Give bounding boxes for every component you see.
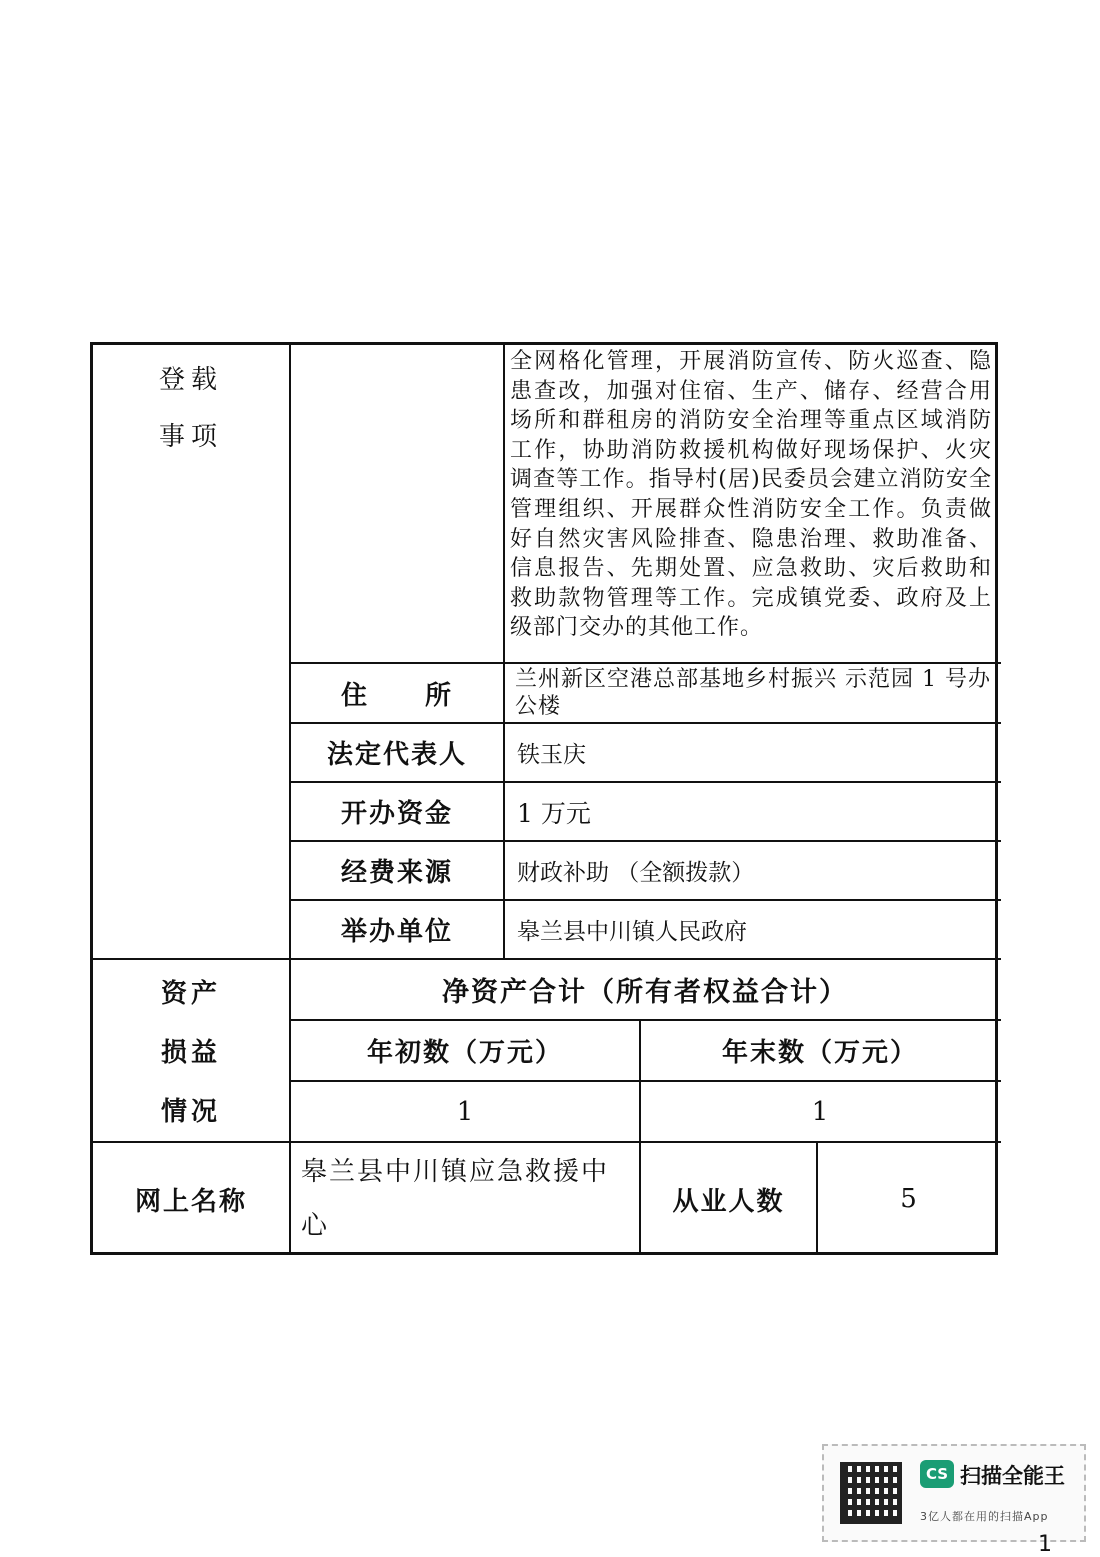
address-value: 兰州新区空港总部基地乡村振兴 示范园 1 号办公楼 — [515, 667, 991, 719]
ending-balance-header: 年末数（万元） — [721, 1038, 918, 1068]
beginning-balance-header: 年初数（万元） — [366, 1038, 563, 1068]
page-number: 1 — [1038, 1532, 1052, 1557]
assets-label-line1: 资产 — [160, 979, 221, 1009]
scanner-watermark — [822, 1444, 1086, 1542]
app-tagline: 3亿人都在用的扫描App — [920, 1510, 1049, 1523]
assets-label-line2: 损益 — [160, 1038, 221, 1068]
registration-label-line1: 登载 — [158, 365, 223, 395]
online-name-label: 网上名称 — [134, 1186, 247, 1217]
address-label: 住 所 — [340, 680, 453, 711]
business-scope-text: 全网格化管理，开展消防宣传、防火巡查、隐患查改，加强对住宿、生产、储存、经营合用场所和群租房的消防安全治理等重点区域消防工作，协助消防救援机构做好现场保护、火灾调查等工作。指导村(居)民委员会建立消防安全管理组织、开展群众性消防安全工作。负责做好自然灾害风险排查、隐患治理、救助准备、信息报告、先期处置、应急救助、灾后救助和救助款物管理等工作。完成镇党委、政府及上级部门交办的其他工作。 — [510, 349, 992, 641]
registration-table — [90, 342, 998, 1255]
app-name: 扫描全能王 — [960, 1464, 1065, 1488]
legal-representative-value: 铁玉庆 — [517, 742, 586, 768]
beginning-balance-value: 1 — [456, 1096, 474, 1127]
net-assets-header: 净资产合计（所有者权益合计） — [442, 977, 848, 1008]
online-name-value: 皋兰县中川镇应急救援中心 — [301, 1157, 610, 1241]
funding-source-label: 经费来源 — [340, 858, 453, 888]
sponsor-unit-label: 举办单位 — [340, 917, 453, 947]
assets-label-line3: 情况 — [160, 1097, 221, 1127]
camscanner-logo-icon: CS — [920, 1460, 954, 1488]
ending-balance-value: 1 — [811, 1096, 829, 1127]
staff-count-value: 5 — [900, 1184, 917, 1214]
legal-representative-label: 法定代表人 — [326, 740, 467, 770]
qr-code-icon — [840, 1462, 902, 1524]
staff-count-label: 从业人数 — [672, 1186, 785, 1217]
registered-funds-value: 1 万元 — [517, 798, 591, 828]
assets-label — [93, 960, 289, 1141]
registration-label-line2: 事项 — [158, 422, 223, 452]
funding-source-value: 财政补助 （全额拨款） — [517, 860, 755, 886]
registered-funds-label: 开办资金 — [340, 799, 453, 829]
sponsor-unit-value: 皋兰县中川镇人民政府 — [517, 919, 747, 945]
registration-label — [93, 353, 289, 453]
